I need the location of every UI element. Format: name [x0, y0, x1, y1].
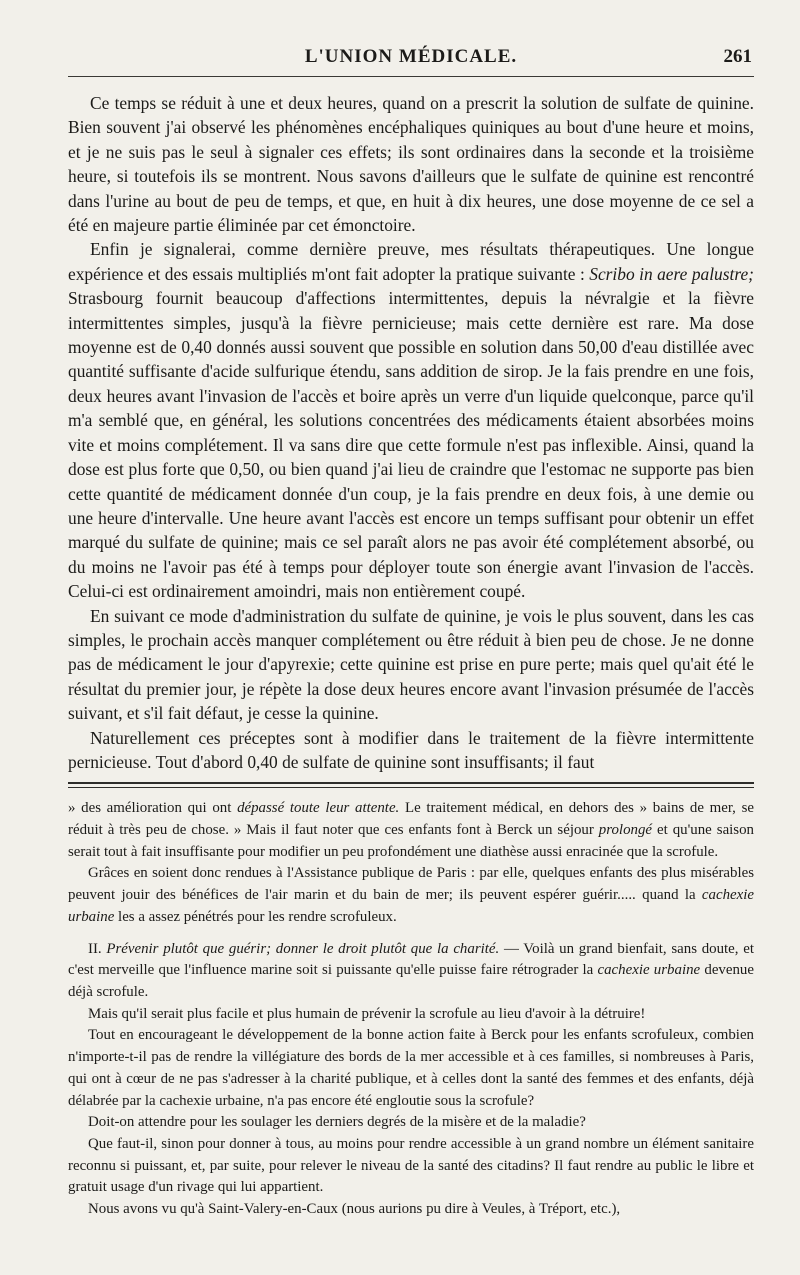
section-heading: Prévenir plutôt que guérir; donner le droit plutôt que la charité.: [106, 940, 500, 957]
note-text: Mais qu'il serait plus facile et plus humain de prévenir la scrofule au lieu d'avoir à la détruire!: [88, 1005, 646, 1022]
latin-quote: Scribo in aere palustre;: [589, 263, 754, 284]
note-text: » des amélioration qui ont: [68, 800, 238, 817]
paragraph-text: Strasbourg fournit beaucoup d'affections intermittentes, depuis la névralgie et la fièvre intermittentes simples, jusqu'à la fièvre pernicieuse; mais cette dernière est rare. Ma dose moyenne est de 0,40 donnés aussi souvent que possible en solution dans 50,00 d'eau distillée avec quantité suffisante d'acide sulfurique étendu, sans addition de sirop. Je la fais prendre en une fois, deux heures avant l'invasion de l'accès et boire après un verre d'un liquide quelconque, parce qu'il m'a semblé que, en général, les solutions concentrées des médicaments étaient absorbées moins vite et moins complétement. Il va sans dire que cette formule n'est pas inflexible. Ainsi, quand la dose est plus forte que 0,50, ou bien quand j'ai lieu de craindre que l'estomac ne supporte pas bien cette quantité de médicament donnée d'un coup, je la fais prendre en deux fois, à une demie ou une heure d'intervalle. Une heure avant l'accès est encore un temps suffisant pour obtenir un effet marqué du sulfate de quinine; mais ce sel paraît alors ne pas avoir été complétement absorbé, ou du moins ne l'avoir pas été à temps pour déployer toute son énergie avant l'invasion de l'accès. Celui-ci est ordinairement amoindri, mais non entièrement coupé.: [68, 288, 754, 602]
section-number: II.: [88, 940, 107, 957]
emphasis: dépassé toute leur attente.: [237, 800, 400, 817]
note-paragraph: [68, 939, 754, 1004]
emphasis: prolongé: [598, 822, 653, 839]
note-text: les a assez pénétrés pour les rendre scrofuleux.: [114, 908, 397, 925]
running-title: L'UNION MÉDICALE.: [304, 46, 518, 67]
page-header: [68, 40, 754, 77]
note-text: Que faut-il, sinon pour donner à tous, au moins pour rendre accessible à un grand nombre un élément sanitaire reconnu si puissant, et, par suite, pour relever le niveau de la santé des citadins? Il faut rendre au public le libre et gratuit usage d'un rivage qui lui appartient.: [68, 1135, 754, 1196]
note-text: Tout en encourageant le développement de la bonne action faite à Berck pour les enfants scrofuleux, combien n'importe-t-il pas de rendre la villégiature des bords de la mer accessible et à ces familles, si nombreuses à Paris, qui ont à cœur de ne pas s'adresser à la charité publique, et à celles dont la santé des femmes et des enfants, déjà délabrée par la cachexie urbaine, n'a pas encore été engloutie sous la scrofule?: [68, 1027, 754, 1109]
document-page: [68, 40, 754, 1250]
note-paragraph: [68, 1004, 754, 1026]
note-text: Grâces en soient donc rendues à l'Assistance publique de Paris : par elle, quelques enfants des plus misérables peuvent jouir des bénéfices de l'air marin et du bain de mer; ils peuvent espérer guérir..... quand la: [68, 865, 754, 904]
paragraph: [68, 91, 754, 237]
note-text: et qu'une saison serait tout à fait insuffisante pour modifier un peu profondément une diathèse aussi enracinée que la scrofule.: [68, 822, 754, 860]
note-text: devenue déjà scrofule.: [68, 962, 754, 1000]
note-text: Le traitement médical, en dehors des » bains de mer, se réduit à très peu de chose. » Mais il faut noter que ces enfants font à Berck un séjour: [68, 800, 754, 839]
paragraph-text: Ce temps se réduit à une et deux heures, quand on a prescrit la solution de sulfate de quinine. Bien souvent j'ai observé les phénomènes encéphaliques quiniques au bout d'une heure et moins, et je ne suis pas le seul à signaler ces effets; ils sont ordinaires dans la seconde et la troisième heure, si toutefois ils se montrent. Nous savons d'ailleurs que le sulfate de quinine est rencontré dans l'urine au bout de peu de temps, et que, en huit à dix heures, une dose moyenne de ce sel a été en majeure partie éliminée par cet émonctoire.: [68, 93, 754, 236]
note-text: Nous avons vu qu'à Saint-Valery-en-Caux (nous aurions pu dire à Veules, à Tréport, etc.),: [88, 1201, 621, 1218]
note-paragraph: [68, 1199, 754, 1221]
note-paragraph: [68, 798, 754, 863]
page-number: 261: [723, 46, 752, 67]
emphasis: cachexie urbaine: [68, 887, 754, 925]
paragraph-text: Enfin je signalerai, comme dernière preuve, mes résultats thérapeutiques. Une longue expérience et des essais multipliés m'ont fait adopter la pratique suivante :: [68, 239, 754, 284]
note-paragraph: [68, 863, 754, 928]
section-separator: [68, 782, 754, 788]
paragraph: [68, 604, 754, 726]
note-paragraph: [68, 1112, 754, 1134]
note-paragraph: [68, 1134, 754, 1199]
paragraph-text: En suivant ce mode d'administration du sulfate de quinine, je vois le plus souvent, dans les cas simples, le prochain accès manquer complétement ou être réduit à bien peu de chose. Je ne donne pas de médicament le jour d'apyrexie; cette quinine est prise en pure perte; mais quel qu'ait été le résultat du premier jour, je répète la dose deux heures encore avant l'invasion présumée de l'accès suivant, et s'il fait défaut, je cesse la quinine.: [68, 605, 754, 724]
paragraph-text: Naturellement ces préceptes sont à modifier dans le traitement de la fièvre intermittente pernicieuse. Tout d'abord 0,40 de sulfate de quinine sont insuffisants; il faut: [68, 727, 754, 772]
paragraph: [68, 726, 754, 775]
emphasis: cachexie urbaine: [597, 962, 701, 979]
main-body-text: [68, 91, 754, 774]
paragraph: [68, 237, 754, 603]
note-text: — Voilà un grand bienfait, sans doute, et c'est merveille que l'influence marine soit si puissante qu'elle puisse faire rétrograder la: [68, 940, 754, 979]
note-text: Doit-on attendre pour les soulager les derniers degrés de la misère et de la maladie?: [88, 1114, 586, 1131]
feuilleton-text: [68, 798, 754, 1220]
note-paragraph: [68, 1025, 754, 1112]
